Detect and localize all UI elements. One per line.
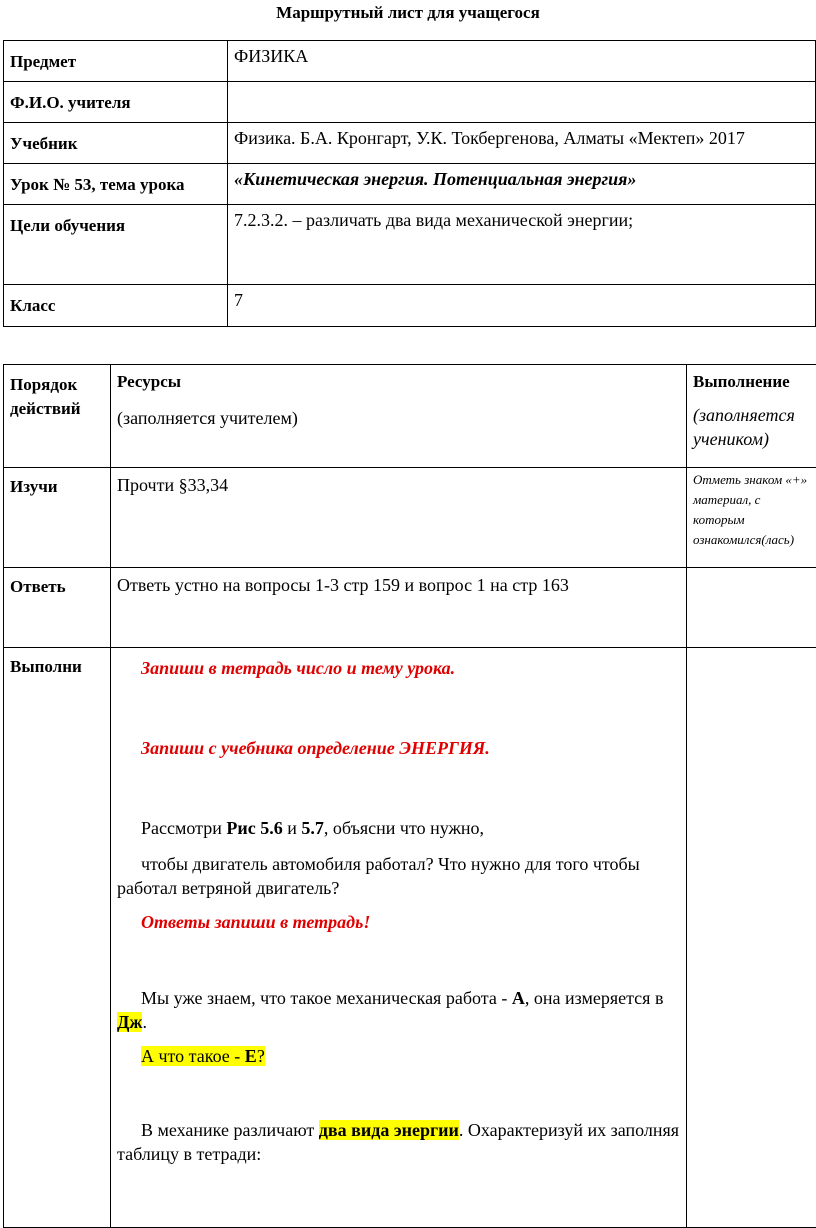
- execution-header: [687, 365, 816, 468]
- order-label: Порядок действий: [4, 365, 111, 468]
- goals-value: 7.2.3.2. – различать два вида механической энергии;: [228, 205, 816, 285]
- study-text: Прочти §33,34: [111, 468, 687, 568]
- task-write-date: Запиши в тетрадь число и тему урока.: [117, 656, 680, 680]
- answer-label: Ответь: [4, 568, 111, 648]
- do-content: [111, 648, 687, 1228]
- textbook-value: Физика. Б.А. Кронгарт, У.К. Токбергенова, Алматы «Мектеп» 2017: [228, 123, 816, 164]
- task-energy-question: А что такое - Е?: [117, 1044, 680, 1068]
- task-write-answers: Ответы запиши в тетрадь!: [117, 910, 680, 934]
- task-write-definition: Запиши с учебника определение ЭНЕРГИЯ.: [117, 736, 680, 760]
- resources-note: (заполняется учителем): [117, 407, 680, 429]
- route-row-answer: [4, 568, 816, 648]
- class-value: 7: [228, 285, 816, 327]
- do-label: Выполни: [4, 648, 111, 1228]
- route-row-study: [4, 468, 816, 568]
- route-table: [3, 364, 816, 1228]
- resources-label: Ресурсы: [117, 371, 680, 393]
- lesson-label: Урок № 53, тема урока: [4, 164, 228, 205]
- subject-label: Предмет: [4, 41, 228, 82]
- do-execution-cell[interactable]: [687, 648, 816, 1228]
- study-hint: Отметь знаком «+» материал, с которым ознакомился(лась): [687, 468, 816, 568]
- page-title: Маршрутный лист для учащегося: [0, 2, 816, 24]
- teacher-label: Ф.И.О. учителя: [4, 82, 228, 123]
- task-work-definition: Мы уже знаем, что такое механическая работа - А, она измеряется в Дж.: [117, 986, 680, 1034]
- execution-note: (заполняется учеником): [693, 403, 810, 451]
- task-look-figures: Рассмотри Рис 5.6 и 5.7, объясни что нужно,: [117, 816, 680, 840]
- answer-text: Ответь устно на вопросы 1-3 стр 159 и вопрос 1 на стр 163: [111, 568, 687, 648]
- subject-value: ФИЗИКА: [228, 41, 816, 82]
- task-question: чтобы двигатель автомобиля работал? Что нужно для того чтобы работал ветряной двигатель?: [117, 852, 680, 900]
- task-two-energies: В механике различают два вида энергии. Охарактеризуй их заполняя таблицу в тетради:: [117, 1118, 680, 1166]
- answer-execution-cell[interactable]: [687, 568, 816, 648]
- resources-header: [111, 365, 687, 468]
- textbook-label: Учебник: [4, 123, 228, 164]
- execution-label: Выполнение: [693, 371, 810, 393]
- goals-label: Цели обучения: [4, 205, 228, 285]
- class-label: Класс: [4, 285, 228, 327]
- lesson-value: «Кинетическая энергия. Потенциальная энергия»: [228, 164, 816, 205]
- route-row-do: [4, 648, 816, 1228]
- route-header-row: [4, 365, 816, 468]
- teacher-value: [228, 82, 816, 123]
- study-label: Изучи: [4, 468, 111, 568]
- info-table: [3, 40, 816, 327]
